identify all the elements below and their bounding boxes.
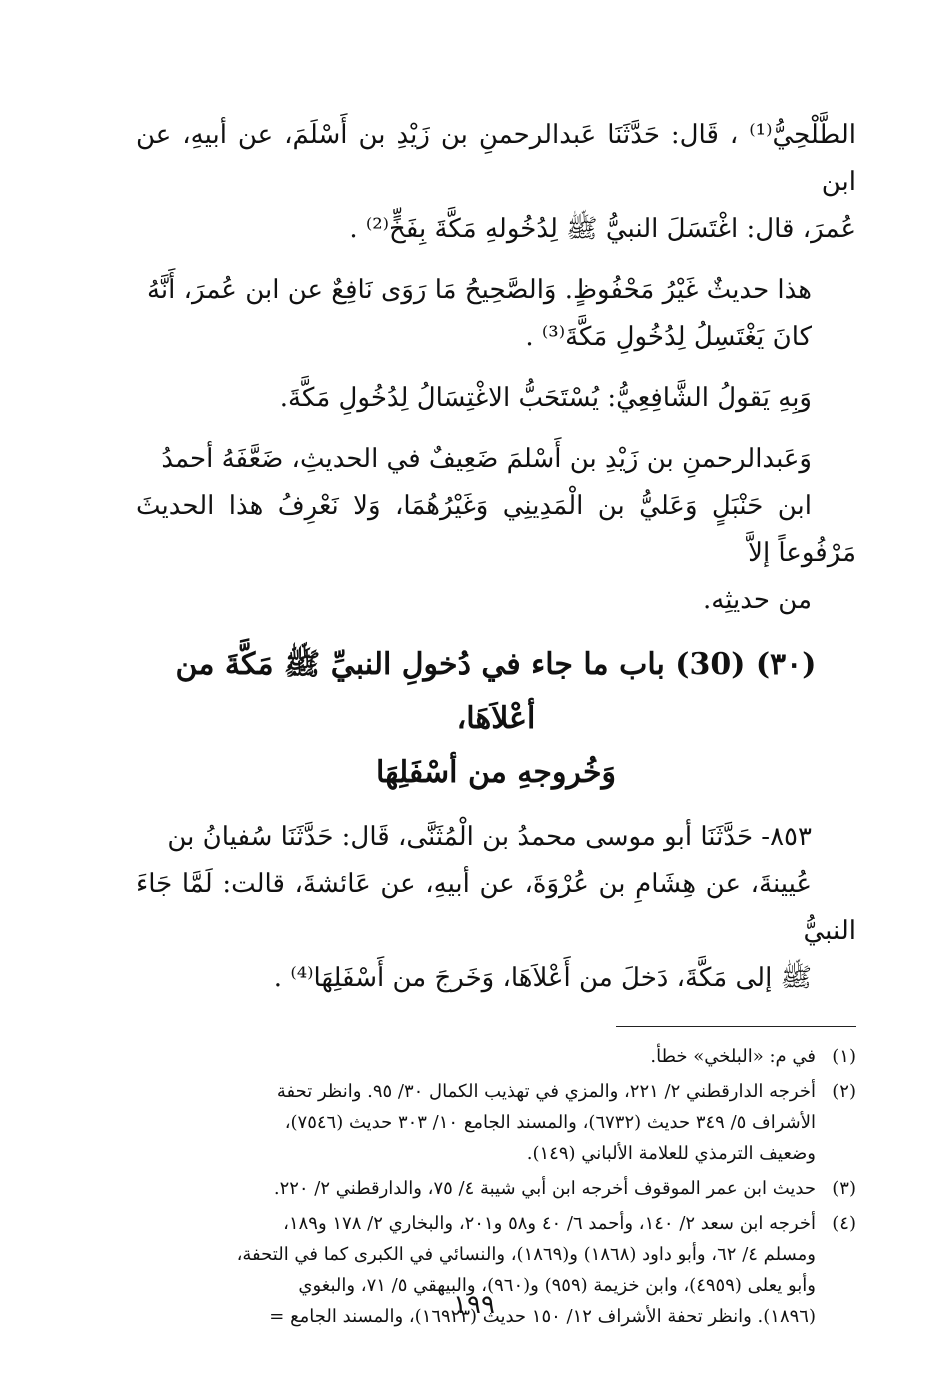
text-line: هذا حديثٌ غَيْرُ مَحْفُوظٍ. وَالصَّحِيحُ مَا رَوَى نَافِعٌ عن ابن عُمرَ، أَنَّهُ	[146, 275, 812, 305]
page-number: ١٩٩	[453, 1290, 495, 1320]
text-line: ابن حَنْبَلٍ وَعَليُّ بن الْمَدِينِي وَغَيْرُهُمَا، وَلا نَعْرِفُ هذا الحديثَ مَرْفُوعاً إلاَّ	[136, 491, 856, 568]
footnote-line: في م: «البلخي» خطأ.	[650, 1046, 816, 1067]
text-line: عُيينةَ، عن هِشَامِ بن عُرْوَةَ، عن أبيهِ، عن عَائشةَ، قالت: لَمَّا جَاءَ النبيُّ	[136, 869, 856, 946]
footnote-line: وضعيف الترمذي للعلامة الألباني (١٤٩).	[526, 1143, 816, 1164]
text-line: ﷺ إلى مَكَّةَ، دَخلَ من أَعْلاَهَا، وَخَرجَ من أَسْفَلِهَا⁽⁴⁾ .	[273, 963, 812, 993]
footnote-line: حديث ابن عمر الموقوف أخرجه ابن أبي شيبة ٤/ ٧٥، والدارقطني ٢/ ٢٢٠.	[273, 1178, 816, 1199]
footnote-number: (٢)	[832, 1081, 856, 1102]
footnote-separator	[616, 1026, 856, 1027]
footnotes	[136, 1041, 856, 1332]
text-line: ٨٥٣- حَدَّثَنَا أبو موسى محمدُ بن الْمُثَنَّى، قَال: حَدَّثَنَا سُفيانُ بن	[167, 822, 812, 852]
commentary-paragraph-3	[136, 436, 856, 624]
footnote-number: (٤)	[832, 1213, 856, 1234]
footnote-number: (١)	[832, 1046, 856, 1067]
hadith-paragraph-1	[136, 112, 856, 253]
chapter-heading	[136, 638, 856, 800]
text-line: الطَّلْحِيُّ⁽¹⁾ ، قَال: حَدَّثَنَا عَبدالرحمنِ بن زَيْدِ بن أَسْلَمَ، عن أبيهِ، عن ابن	[136, 120, 856, 197]
footnote-line: ومسلم ٤/ ٦٢، وأبو داود (١٨٦٨) و(١٨٦٩)، والنسائي في الكبرى كما في التحفة،	[236, 1244, 816, 1265]
text-line: من حديثِه.	[703, 585, 812, 615]
text-line: عُمرَ، قال: اغْتَسَلَ النبيُّ ﷺ لِدُخُولهِ مَكَّةَ بِفَخٍّ⁽²⁾ .	[349, 214, 856, 244]
footnote-3	[136, 1173, 856, 1204]
heading-line: (٣٠) (30) باب ما جاء في دُخولِ النبيِّ ﷺ مَكَّةَ من أعْلاَهَا،	[175, 647, 817, 736]
text-line: وَبِهِ يَقولُ الشَّافِعِيُّ: يُسْتَحَبُّ الاغْتِسَالُ لِدُخُولِ مَكَّةَ.	[279, 383, 812, 413]
footnote-text	[136, 1076, 816, 1169]
footnote-line: أخرجه الدارقطني ٢/ ٢٢١، والمزي في تهذيب الكمال ٣٠/ ٩٥. وانظر تحفة	[276, 1081, 816, 1102]
footnote-separator-wrap	[136, 1026, 856, 1041]
commentary-paragraph-1	[136, 267, 856, 361]
footnote-line: وأبو يعلى (٤٩٥٩)، وابن خزيمة (٩٥٩) و(٩٦٠)، والبيهقي ٥/ ٧١، والبغوي	[298, 1275, 816, 1296]
footnote-text	[136, 1041, 816, 1072]
text-line: كانَ يَغْتَسِلُ لِدُخُولِ مَكَّةَ⁽³⁾ .	[525, 322, 812, 352]
footnote-number: (٣)	[832, 1178, 856, 1199]
footnote-line: أخرجه ابن سعد ٢/ ١٤٠، وأحمد ٦/ ٤٠ و٥٨ و٢٠١، والبخاري ٢/ ١٧٨ و١٨٩،	[283, 1213, 816, 1234]
text-line: وَعَبدالرحمنِ بن زَيْدِ بن أَسْلمَ ضَعِيفٌ في الحديثِ، ضَعَّفَهُ أحمدُ	[161, 444, 812, 474]
footnote-1	[136, 1041, 856, 1072]
footnote-line: (١٨٩٦). وانظر تحفة الأشراف ١٢/ ١٥٠ حديث (١٦٩٢٣)، والمسند الجامع =	[269, 1306, 816, 1327]
footnote-line: الأشراف ٥/ ٣٤٩ حديث (٦٧٣٢)، والمسند الجامع ١٠/ ٣٠٣ حديث (٧٥٤٦)،	[284, 1112, 816, 1133]
footnote-text	[136, 1173, 816, 1204]
footnote-2	[136, 1076, 856, 1169]
hadith-paragraph-2	[136, 814, 856, 1002]
commentary-paragraph-2	[136, 375, 856, 422]
heading-line: وَخُروجهِ من أسْفَلِهَا	[375, 755, 617, 790]
